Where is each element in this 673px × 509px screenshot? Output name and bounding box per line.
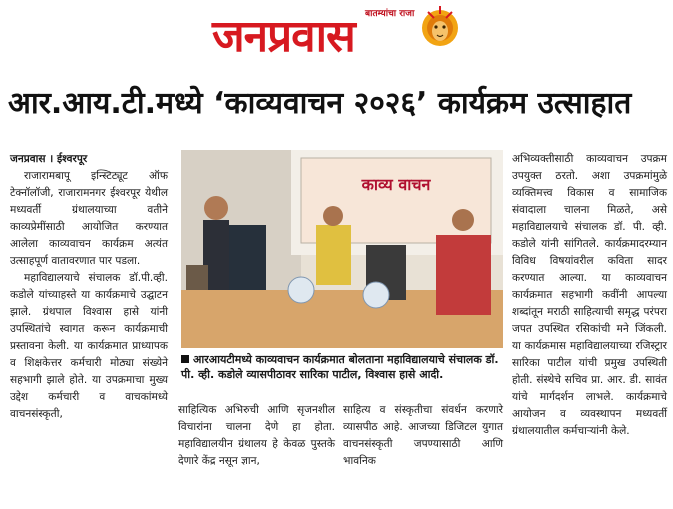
- photo-caption: [181, 352, 503, 382]
- article-column-1: [10, 151, 168, 423]
- article-column-4: [512, 151, 667, 440]
- newspaper-logo-text[interactable]: जनप्रवास: [212, 11, 355, 62]
- article-column-2: [178, 402, 335, 470]
- article-column-3: [343, 402, 503, 470]
- masthead-tagline: बातम्यांचा राजा: [365, 9, 415, 19]
- event-photo-illustration: [181, 150, 503, 348]
- caption-bullet-icon: [181, 355, 189, 363]
- caption-text: आरआयटीमध्ये काव्यवाचन कार्यक्रमात बोलताना महाविद्यालयाचे संचालक डॉ. पी. व्ही. कडोले व्यासपीठावर सारिका पाटील, विश्वास हासे आदी.: [181, 353, 499, 381]
- article-paragraph: साहित्यिक अभिरुची आणि सृजनशील विचारांना चालना देणे हा होता. महाविद्यालयीन ग्रंथालय हे केवळ पुस्तके देणारे केंद्र नसून ज्ञान,: [178, 404, 335, 467]
- article-paragraph: साहित्य व संस्कृतीचा संवर्धन करणारे व्यासपीठ आहे. आजच्या डिजिटल युगात वाचनसंस्कृती जपण्यासाठी आणि भावनिक: [343, 404, 503, 467]
- stage-banner-text: काव्य वाचन: [361, 175, 431, 194]
- article-dateline: जनप्रवास । ईश्वरपूर: [10, 153, 88, 165]
- article-paragraph: महाविद्यालयाचे संचालक डॉ.पी.व्ही. कडोले यांच्याहस्ते या कार्यक्रमाचे उद्घाटन झाले. ग्रंथपाल विश्वास हासे यांनी उपस्थितांचे स्वागत करून कार्यक्रमाची प्रस्तावना केली. या कार्यक्रमात प्राध्यापक व शिक्षकेत्तर कर्मचारी मोठ्या संख्येने सहभागी झाले होते. या उपक्रमाचा मुख्य उद्देश कर्मचारी व वाचकांमध्ये वाचनसंस्कृती,: [10, 272, 168, 420]
- article-headline: आर.आय.टी.मध्ये ‘काव्यवाचन २०२६’ कार्यक्रम उत्साहात: [8, 86, 632, 121]
- lion-logo-icon: [420, 4, 460, 52]
- article-paragraph: अभिव्यक्तीसाठी काव्यवाचन उपक्रम उपयुक्त ठरतो. अशा उपक्रमांमुळे व्यक्तिमत्त्व विकास व सामाजिक संवादाला चालना मिळते, असे महाविद्यालयाचे संचालक डॉ. पी. व्ही. कडोले यांनी सांगितले. कार्यक्रमादरम्यान विविध विषयांवरील कविता सादर करण्यात आल्या. या काव्यवाचन कार्यक्रमात सहभागी कवींनी आपल्या शब्दांतून मराठी साहित्याची समृद्ध परंपरा जपत उपस्थित रसिकांची मने जिंकली. या कार्यक्रमास महाविद्यालयाच्या रजिस्ट्रार सारिका पाटील यांची प्रमुख उपस्थिती होती. संस्थेचे सचिव प्रा. आर. डी. सावंत यांचे मार्गदर्शन लाभले. कार्यक्रमाचे आयोजन व व्यवस्थापन मध्यवर्ती ग्रंथालयातील कर्मचाऱ्यांनी केले.: [512, 153, 667, 437]
- article-paragraph: राजारामबापू इन्स्टिट्यूट ऑफ टेक्नॉलॉजी, राजारामनगर ईश्वरपूर येथील मध्यवर्ती ग्रंथालयाच्या वतीने काव्यप्रेमींसाठी आयोजित करण्यात आलेला काव्यवाचन कार्यक्रम अत्यंत उत्साहपूर्ण वातावरणात पार पडला.: [10, 170, 168, 267]
- event-photo: [181, 150, 503, 348]
- masthead: [0, 0, 673, 72]
